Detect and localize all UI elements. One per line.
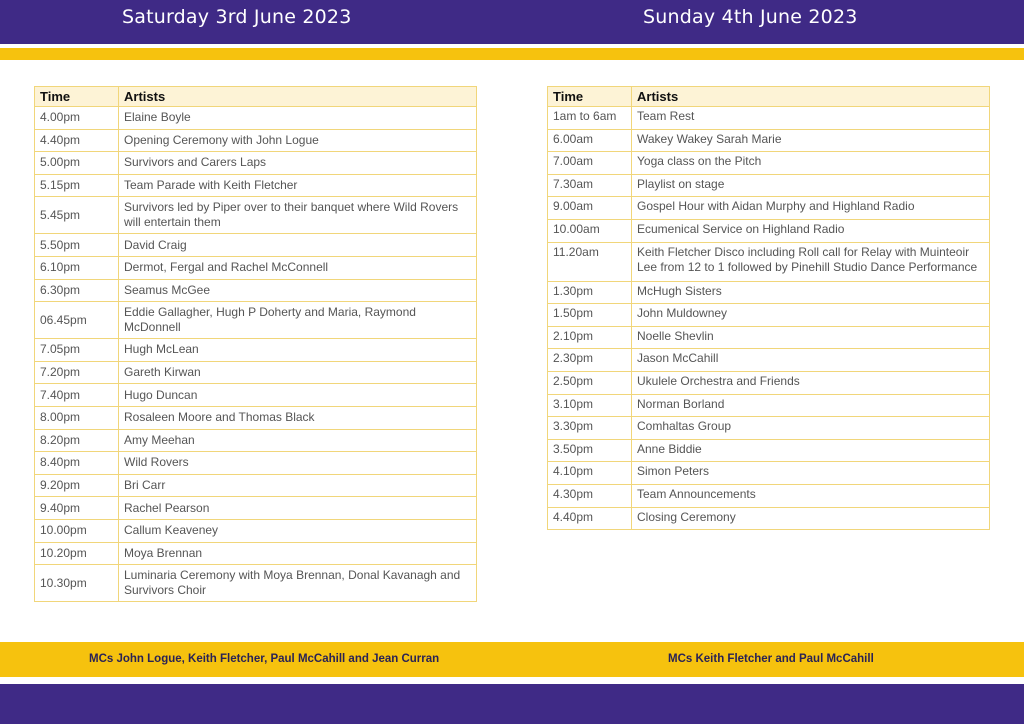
table-row [35,256,477,279]
artist-cell: Noelle Shevlin [632,326,990,349]
time-cell: 4.10pm [548,462,632,485]
artist-cell: Survivors led by Piper over to their banquet where Wild Rovers will entertain them [119,197,477,234]
time-cell: 6.00am [548,129,632,152]
saturday-schedule-table [34,86,477,602]
artist-cell: John Muldowney [632,304,990,327]
table-row [35,361,477,384]
table-row [35,429,477,452]
table-row [548,174,990,197]
artist-cell: Jason McCahill [632,349,990,372]
time-column-header: Time [35,87,119,107]
time-cell: 1.30pm [548,281,632,304]
artists-column-header: Artists [119,87,477,107]
table-row [35,384,477,407]
time-cell: 2.50pm [548,371,632,394]
time-cell: 8.20pm [35,429,119,452]
artist-cell: Simon Peters [632,462,990,485]
table-row [548,371,990,394]
artist-cell: Seamus McGee [119,279,477,302]
artist-cell: Rachel Pearson [119,497,477,520]
table-row [548,507,990,530]
table-row [548,197,990,220]
time-column-header: Time [548,87,632,107]
artist-cell: Dermot, Fergal and Rachel McConnell [119,256,477,279]
time-cell: 4.00pm [35,107,119,130]
table-header-row [548,87,990,107]
artist-cell: Team Rest [632,107,990,130]
table-row [35,565,477,602]
table-row [35,302,477,339]
saturday-rows [35,107,477,602]
time-cell: 6.30pm [35,279,119,302]
table-row [548,219,990,242]
table-row [548,484,990,507]
artist-cell: Wild Rovers [119,452,477,475]
time-cell: 7.30am [548,174,632,197]
table-row [35,197,477,234]
artist-cell: Rosaleen Moore and Thomas Black [119,406,477,429]
artists-column-header: Artists [632,87,990,107]
artist-cell: Wakey Wakey Sarah Marie [632,129,990,152]
time-cell: 5.50pm [35,234,119,257]
artist-cell: Anne Biddie [632,439,990,462]
time-cell: 2.10pm [548,326,632,349]
artist-cell: Luminaria Ceremony with Moya Brennan, Donal Kavanagh and Survivors Choir [119,565,477,602]
time-cell: 7.20pm [35,361,119,384]
artist-cell: Amy Meehan [119,429,477,452]
artist-cell: Eddie Gallagher, Hugh P Doherty and Maria, Raymond McDonnell [119,302,477,339]
saturday-title: Saturday 3rd June 2023 [122,6,352,28]
artist-cell: Survivors and Carers Laps [119,152,477,175]
table-row [35,279,477,302]
table-row [548,439,990,462]
sunday-mcs: MCs Keith Fletcher and Paul McCahill [668,653,874,665]
table-row [548,152,990,175]
time-cell: 3.30pm [548,417,632,440]
artist-cell: Ecumenical Service on Highland Radio [632,219,990,242]
table-row [548,129,990,152]
time-cell: 5.15pm [35,174,119,197]
artist-cell: Norman Borland [632,394,990,417]
top-yellow-stripe [0,48,1024,60]
table-row [548,417,990,440]
artist-cell: Closing Ceremony [632,507,990,530]
time-cell: 1am to 6am [548,107,632,130]
table-row [35,519,477,542]
time-cell: 10.00pm [35,519,119,542]
time-cell: 10.00am [548,219,632,242]
time-cell: 7.05pm [35,339,119,362]
time-cell: 6.10pm [35,256,119,279]
artist-cell: Yoga class on the Pitch [632,152,990,175]
table-row [35,152,477,175]
artist-cell: Comhaltas Group [632,417,990,440]
artist-cell: Team Parade with Keith Fletcher [119,174,477,197]
table-header-row [35,87,477,107]
time-cell: 06.45pm [35,302,119,339]
sunday-schedule-table [547,86,990,530]
table-row [35,339,477,362]
table-row [35,129,477,152]
artist-cell: Bri Carr [119,474,477,497]
time-cell: 10.20pm [35,542,119,565]
table-row [548,462,990,485]
time-cell: 8.00pm [35,406,119,429]
artist-cell: Ukulele Orchestra and Friends [632,371,990,394]
artist-cell: Team Announcements [632,484,990,507]
time-cell: 3.50pm [548,439,632,462]
table-row [548,242,990,281]
artist-cell: Callum Keaveney [119,519,477,542]
sunday-rows [548,107,990,530]
table-row [548,394,990,417]
time-cell: 9.20pm [35,474,119,497]
time-cell: 4.40pm [35,129,119,152]
time-cell: 4.30pm [548,484,632,507]
time-cell: 4.40pm [548,507,632,530]
table-row [548,107,990,130]
table-row [35,107,477,130]
sunday-title: Sunday 4th June 2023 [643,6,858,28]
artist-cell: Opening Ceremony with John Logue [119,129,477,152]
saturday-mcs: MCs John Logue, Keith Fletcher, Paul McCahill and Jean Curran [89,653,440,665]
time-cell: 7.00am [548,152,632,175]
table-row [548,304,990,327]
artist-cell: McHugh Sisters [632,281,990,304]
time-cell: 11.20am [548,242,632,281]
artist-cell: Keith Fletcher Disco including Roll call for Relay with Muinteoir Lee from 12 to 1 followed by Pinehill Studio Dance Performance [632,242,990,281]
table-row [35,174,477,197]
artist-cell: Gospel Hour with Aidan Murphy and Highland Radio [632,197,990,220]
artist-cell: Elaine Boyle [119,107,477,130]
table-row [548,326,990,349]
table-row [35,406,477,429]
time-cell: 9.00am [548,197,632,220]
time-cell: 1.50pm [548,304,632,327]
table-row [548,281,990,304]
table-row [35,497,477,520]
table-row [35,474,477,497]
artist-cell: Hugo Duncan [119,384,477,407]
artist-cell: Hugh McLean [119,339,477,362]
artist-cell: Playlist on stage [632,174,990,197]
time-cell: 7.40pm [35,384,119,407]
time-cell: 5.45pm [35,197,119,234]
time-cell: 2.30pm [548,349,632,372]
table-row [35,542,477,565]
table-row [35,452,477,475]
artist-cell: Moya Brennan [119,542,477,565]
bottom-purple-band [0,684,1024,724]
artist-cell: David Craig [119,234,477,257]
table-row [35,234,477,257]
time-cell: 9.40pm [35,497,119,520]
artist-cell: Gareth Kirwan [119,361,477,384]
time-cell: 3.10pm [548,394,632,417]
time-cell: 8.40pm [35,452,119,475]
time-cell: 5.00pm [35,152,119,175]
time-cell: 10.30pm [35,565,119,602]
table-row [548,349,990,372]
